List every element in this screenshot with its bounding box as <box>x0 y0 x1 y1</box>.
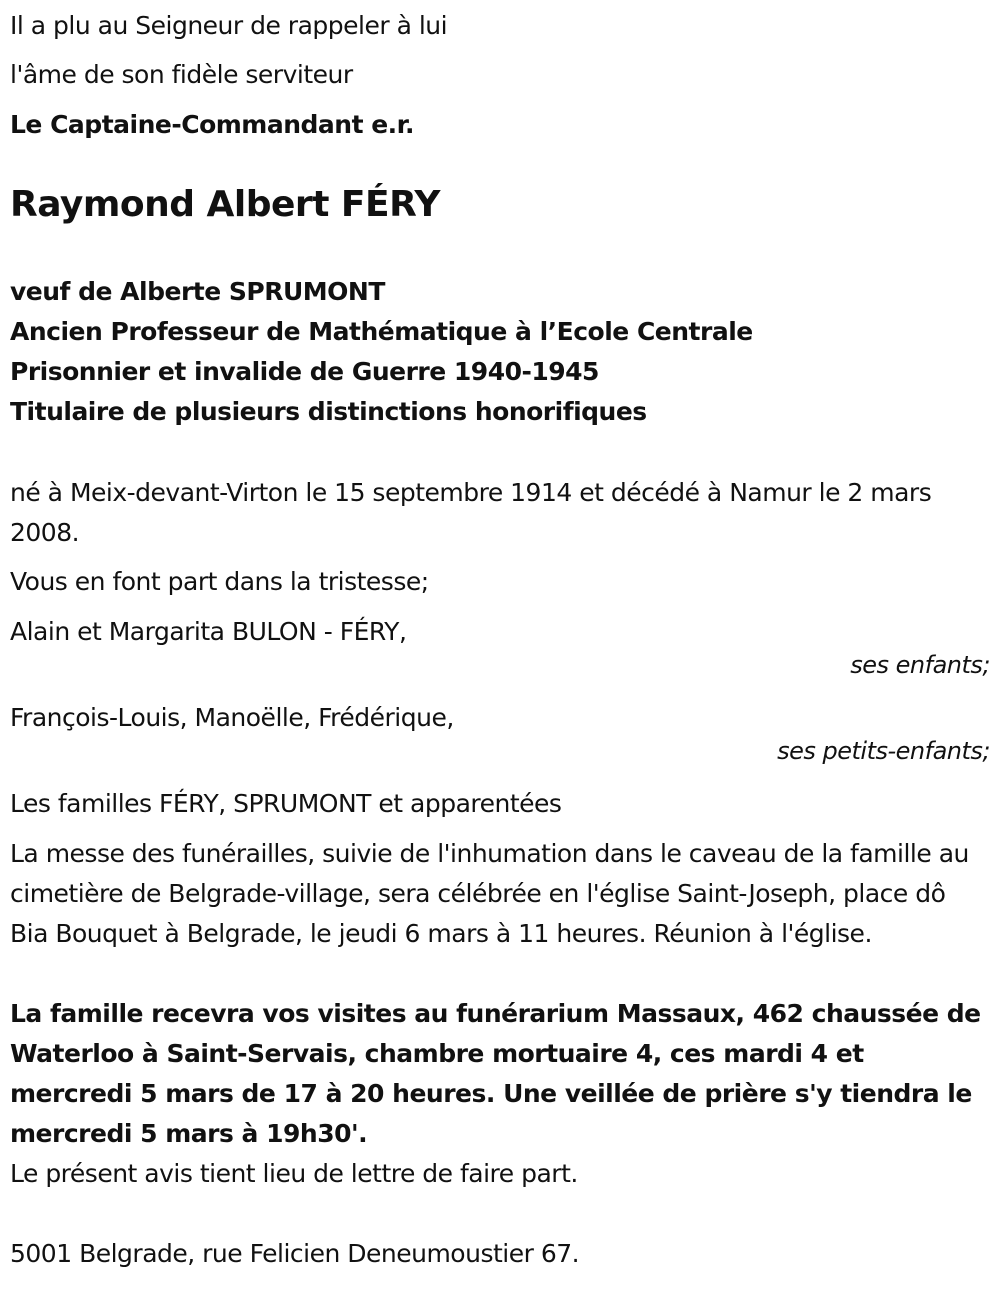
birth-death-paragraph: né à Meix-devant-Virton le 15 septembre 1914 et décédé à Namur le 2 mars 2008. <box>10 478 932 547</box>
children-names: Alain et Margarita BULON - FÉRY, <box>10 617 407 646</box>
grandchildren-label: ses petits-enfants; <box>777 737 990 765</box>
children-label: ses enfants; <box>850 651 990 679</box>
notice-line: Le présent avis tient lieu de lettre de faire part. <box>10 1159 578 1188</box>
intro-line-2: l'âme de son fidèle serviteur <box>10 60 353 89</box>
title-prisoner: Prisonnier et invalide de Guerre 1940-1945 <box>10 357 599 386</box>
visits-paragraph: La famille recevra vos visites au funérarium Massaux, 462 chaussée de Waterloo à Saint-Servais, chambre mortuaire 4, ces mardi 4 et mercredi 5 mars de 17 à 20 heures. Une veillée de prière s'y tiendra le mercredi 5 mars à 19h30'. <box>10 999 981 1148</box>
title-widow: veuf de Alberte SPRUMONT <box>10 277 385 306</box>
rank-title: Le Captaine-Commandant e.r. <box>10 110 414 139</box>
families-line: Les familles FÉRY, SPRUMONT et apparentées <box>10 789 562 818</box>
funeral-mass-paragraph: La messe des funérailles, suivie de l'inhumation dans le caveau de la famille au cimetière de Belgrade-village, sera célébrée en l'église Saint-Joseph, place dô Bia Bouquet à Belgrade, le jeudi 6 mars à 11 heures. Réunion à l'église. <box>10 839 969 948</box>
intro-line-1: Il a plu au Seigneur de rappeler à lui <box>10 11 448 40</box>
title-professor: Ancien Professeur de Mathématique à l’Ecole Centrale <box>10 317 753 346</box>
address-line: 5001 Belgrade, rue Felicien Deneumoustier 67. <box>10 1239 580 1268</box>
announcement-intro: Vous en font part dans la tristesse; <box>10 567 429 596</box>
title-distinctions: Titulaire de plusieurs distinctions honorifiques <box>10 397 647 426</box>
grandchildren-names: François-Louis, Manoëlle, Frédérique, <box>10 703 454 732</box>
deceased-name: Raymond Albert FÉRY <box>10 184 440 225</box>
